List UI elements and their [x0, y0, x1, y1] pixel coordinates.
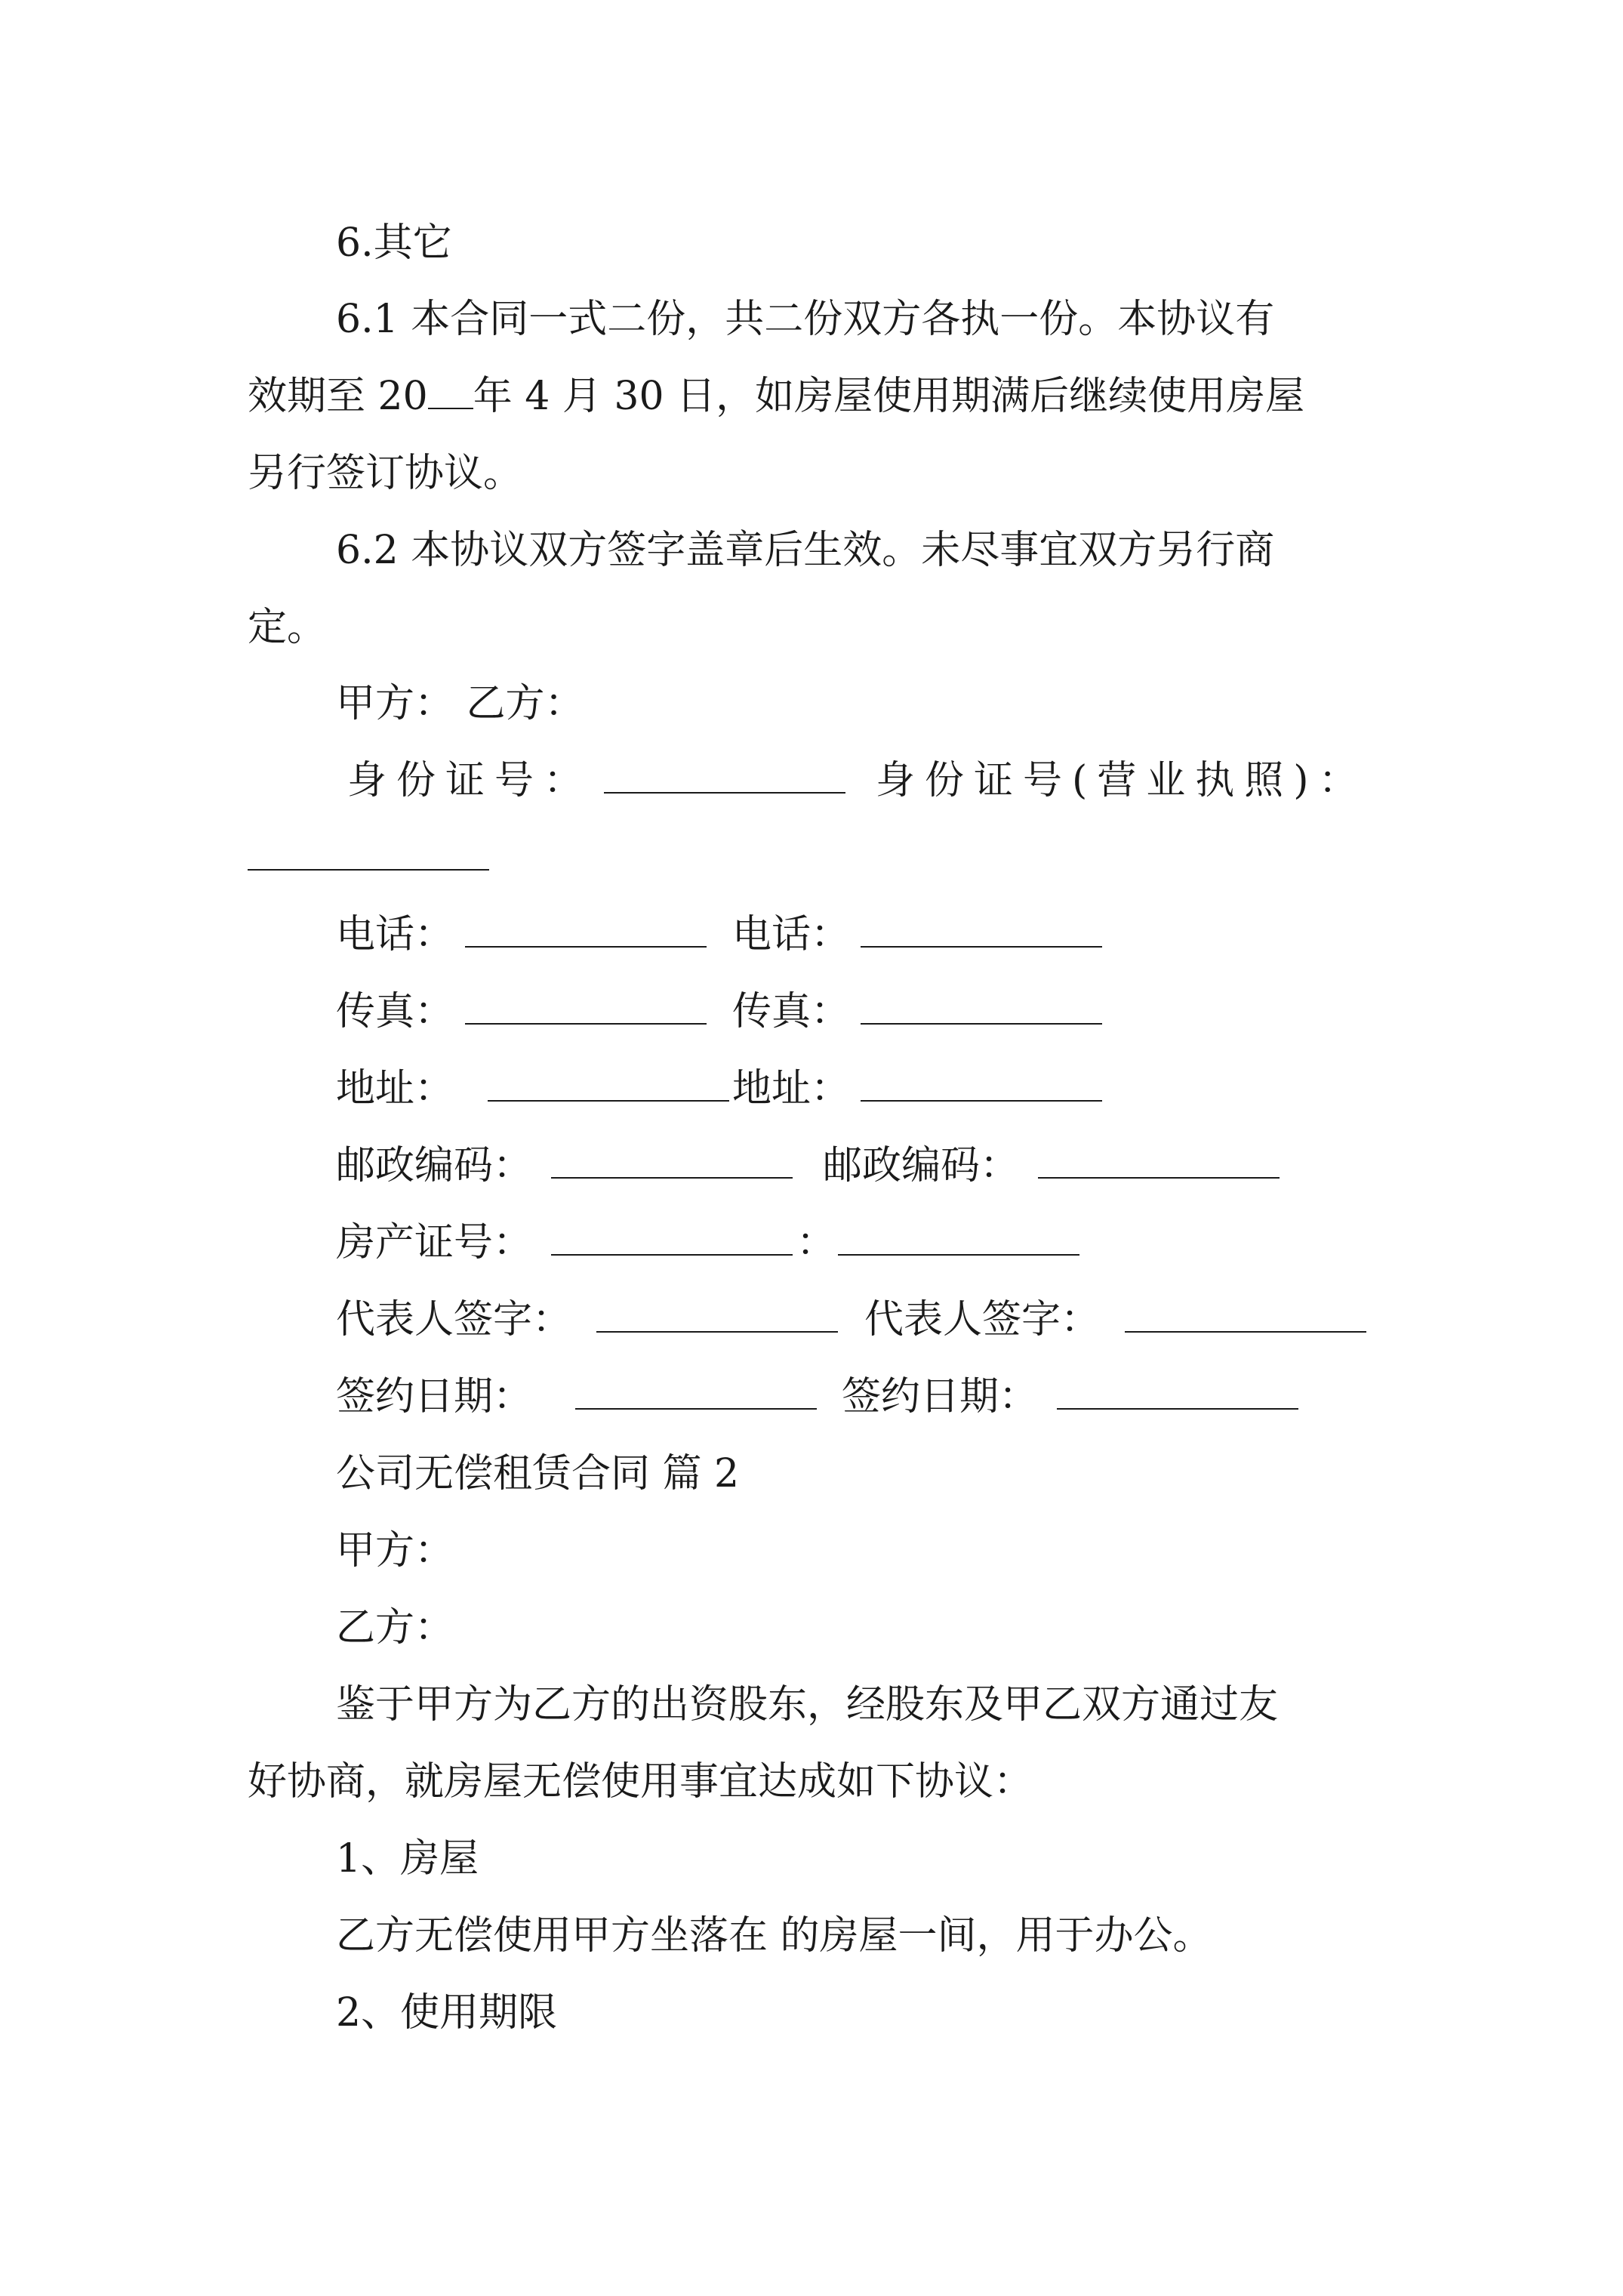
clause-6-2-line-1: 6.2 本协议双方签字盖章后生效。未尽事宜双方另行商 [336, 528, 1275, 573]
sign-date-blank-left[interactable] [575, 1375, 817, 1410]
property-cert-blank-right[interactable] [838, 1221, 1079, 1256]
postcode-blank-right[interactable] [1038, 1144, 1280, 1179]
contract-2-title: 公司无偿租赁合同 篇 2 [336, 1451, 740, 1496]
fax-label-right: 传真： [732, 989, 851, 1034]
contract-2-intro-line-1: 鉴于甲方为乙方的出资股东，经股东及甲乙双方通过友 [336, 1682, 1279, 1727]
address-label-right: 地址： [732, 1066, 851, 1111]
clause-6-2-line-2: 定。 [248, 605, 327, 650]
id-number-label-right: 身份证号(营业执照)： [876, 758, 1368, 803]
sign-date-label-right: 签约日期： [842, 1374, 1039, 1419]
phone-blank-right[interactable] [861, 913, 1102, 948]
year-blank[interactable] [428, 374, 473, 409]
signature-parties: 甲方： 乙方： [336, 681, 584, 726]
address-blank-left[interactable] [488, 1067, 729, 1102]
phone-label-left: 电话： [336, 912, 454, 957]
contract-2-party-b: 乙方： [336, 1605, 454, 1650]
rep-signature-label-right: 代表人签字： [864, 1297, 1101, 1342]
property-cert-label-left: 房产证号： [336, 1220, 533, 1265]
postcode-label-right: 邮政编码： [823, 1143, 1020, 1188]
fax-blank-right[interactable] [861, 990, 1102, 1025]
rep-signature-blank-left[interactable] [596, 1298, 838, 1333]
clause-6-1-line-3: 另行签订协议。 [248, 451, 523, 496]
property-cert-label-right: ： [796, 1220, 836, 1265]
contract-2-item-2-heading: 2、使用期限 [336, 1990, 558, 2036]
id-number-label-left: 身份证号： [347, 758, 593, 803]
fax-blank-left[interactable] [465, 990, 707, 1025]
section-6-heading: 6.其它 [336, 220, 452, 266]
postcode-label-left: 邮政编码： [336, 1143, 533, 1188]
address-blank-right[interactable] [861, 1067, 1102, 1102]
address-label-left: 地址： [336, 1066, 454, 1111]
sign-date-label-left: 签约日期： [336, 1374, 533, 1419]
clause-6-1-line-1: 6.1 本合同一式二份，共二份双方各执一份。本协议有 [336, 297, 1275, 342]
rep-signature-blank-right[interactable] [1125, 1298, 1366, 1333]
phone-blank-left[interactable] [465, 913, 707, 948]
phone-label-right: 电话： [732, 912, 851, 957]
postcode-blank-left[interactable] [551, 1144, 793, 1179]
property-cert-blank-left[interactable] [551, 1221, 793, 1256]
contract-2-party-a: 甲方： [336, 1528, 454, 1573]
rep-signature-label-left: 代表人签字： [336, 1297, 572, 1342]
contract-2-item-1-heading: 1、房屋 [336, 1836, 479, 1881]
contract-2-item-1-text: 乙方无偿使用甲方坐落在 的房屋一间，用于办公。 [336, 1913, 1212, 1959]
clause-6-1-line-2-start: 效期至 20 [248, 374, 428, 419]
contract-2-intro-line-2: 好协商，就房屋无偿使用事宜达成如下协议： [248, 1759, 1033, 1804]
id-number-blank-left[interactable] [604, 759, 845, 794]
sign-date-blank-right[interactable] [1057, 1375, 1298, 1410]
clause-6-1-line-2 [248, 370, 1304, 423]
fax-label-left: 传真： [336, 989, 454, 1034]
clause-6-1-line-2-end: 年 4 月 30 日，如房屋使用期满后继续使用房屋 [473, 374, 1305, 419]
id-number-blank-right[interactable] [248, 836, 489, 871]
